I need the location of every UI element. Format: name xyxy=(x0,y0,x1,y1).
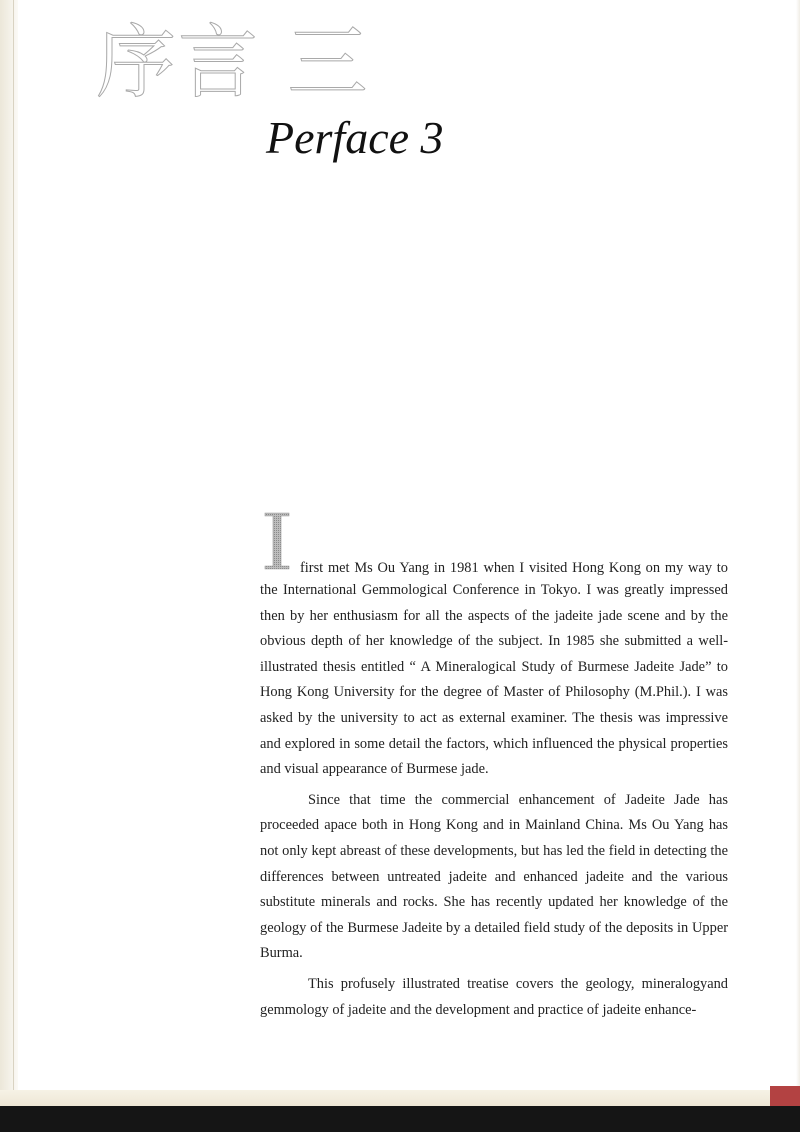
page-binding-line xyxy=(13,0,14,1100)
drop-cap xyxy=(264,512,290,570)
scan-background xyxy=(0,1106,800,1132)
paragraph-3: This profusely illustrated treatise covers the geology, mineralogyand gemmology of jadeite and the development and practice of jadeite enhance- xyxy=(260,975,728,1018)
page-binding-edge xyxy=(0,0,18,1100)
paragraph-1: the International Gemmological Conference in Tokyo. I was greatly impressed then by her enthusiasm for all the aspects of the jadeite jade scene and by the obvious depth of her knowledge of the subject. In 1985 she submitted a well-illustrated thesis entitled “ A Mineralogical Study of Burmese Jadeite Jade” to Hong Kong University for the degree of Master of Philosophy (M.Phil.). I was asked by the university to act as external examiner. The thesis was impressive and explored in some detail the factors, which influenced the physical properties and visual appearance of Burmese jade. xyxy=(260,582,728,778)
paragraph-1-first-line: first met Ms Ou Yang in 1981 when I visited Hong Kong on my way to xyxy=(300,560,728,576)
paragraph-2: Since that time the commercial enhancement of Jadeite Jade has proceeded apace both in Hong Kong and in Mainland China. Ms Ou Yang has not only kept abreast of these developments, but has led the field in detecting the differences between untreated jadeite and enhanced jadeite and the various substitute minerals and rocks. She has recently updated her knowledge of the geology of the Burmese Jadeite by a detailed field study of the deposits in Upper Burma. xyxy=(260,791,728,962)
page-right-shadow xyxy=(796,0,800,1106)
chinese-title: 序言 三 xyxy=(96,16,370,109)
book-cover-corner xyxy=(770,1086,800,1106)
page-bottom-edge xyxy=(0,1090,800,1106)
body-text xyxy=(260,578,728,1023)
english-title: Perface 3 xyxy=(266,112,444,163)
